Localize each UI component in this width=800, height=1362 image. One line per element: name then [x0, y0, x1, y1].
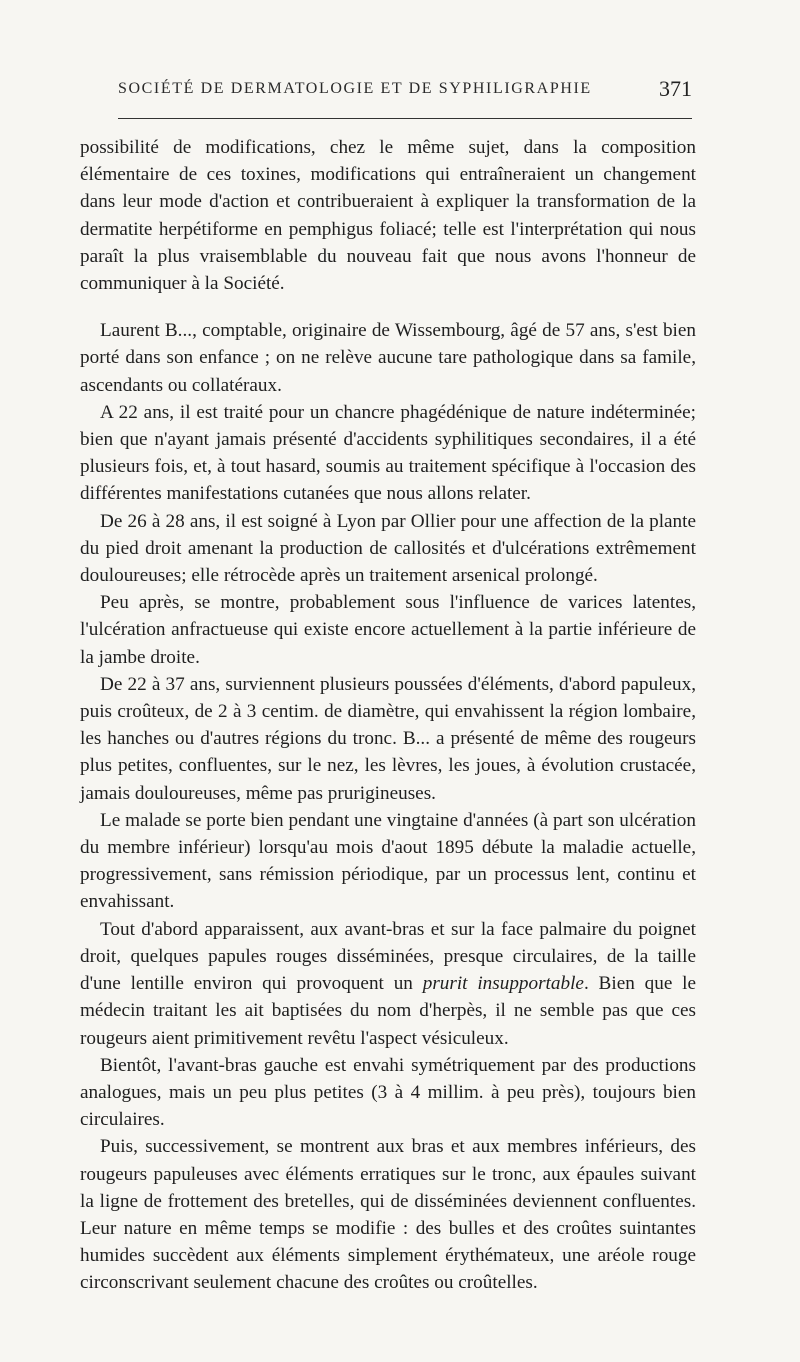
paragraph-left-forearm: Bientôt, l'avant-bras gauche est envahi symétriquement par des productions analogues, mais un peu plus petites (3 à 4 millim. à peu près), toujours bien circulaires.	[80, 1054, 696, 1131]
italic-term: prurit insupportable	[422, 973, 584, 995]
paragraph-1895-onset: Le malade se porte bien pendant une vingtaine d'années (à part son ulcération du membre inférieur) lorsqu'au mois d'aout 1895 débute la maladie actuelle, progressivement, sans rémission périodique, par un processus lent, continu et envahissant.	[80, 809, 696, 913]
body-text	[80, 134, 696, 1297]
text-run: Tout d'abord apparaissent, aux avant-bras et sur la face palmaire du poignet droit, quelques papules rouges disséminées, presque circulaires, de la taille d'une lentille environ qui provoquent un	[80, 918, 696, 995]
paragraph-first-papules	[80, 916, 696, 1052]
page-number: 371	[659, 76, 692, 101]
running-header	[118, 76, 692, 110]
header-rule	[118, 118, 692, 119]
paragraph-case-intro: Laurent B..., comptable, originaire de Wissembourg, âgé de 57 ans, s'est bien porté dans son enfance ; on ne relève aucune tare pathologique dans sa famile, ascendants ou collatéraux.	[80, 320, 696, 396]
paragraph-continuation: possibilité de modifications, chez le même sujet, dans la composition élémentaire de ces toxines, modifications qui entraîneraient un changement dans leur mode d'action et contribueraient à expliquer la transformation de la dermatite herpétiforme en pemphigus foliacé; telle est l'interprétation qui nous paraît la plus vraisemblable du nouveau fait que nous avons l'honneur de communiquer à la Société.	[80, 137, 696, 295]
paragraph-varices: Peu après, se montre, probablement sous l'influence de varices latentes, l'ulcération anfractueuse qui existe encore actuellement à la partie inférieure de la jambe droite.	[80, 592, 696, 668]
paragraph-age-22: A 22 ans, il est traité pour un chancre phagédénique de nature indéterminée; bien que n'ayant jamais présenté d'accidents syphilitiques secondaires, il a été plusieurs fois, et, à tout hasard, soumis au traitement spécifique à l'occasion des différentes manifestations cutanées que nous allons relater.	[80, 401, 696, 505]
text-run: . Bien que le médecin traitant les ait baptisées du nom d'herpès, il ne semble pas que ces rougeurs aient primitivement revêtu l'aspect vésiculeux.	[80, 973, 697, 1049]
paragraph-age-26-28: De 26 à 28 ans, il est soigné à Lyon par Ollier pour une affection de la plante du pied droit amenant la production de callosités et d'ulcérations extrêmement douloureuses; elle rétrocède après un traitement arsenical prolongé.	[80, 510, 696, 587]
paragraph-age-22-37: De 22 à 37 ans, surviennent plusieurs poussées d'éléments, d'abord papuleux, puis croûteux, de 2 à 3 centim. de diamètre, qui envahissent la région lombaire, les hanches ou d'autres régions du tronc. B... a présenté de même des rougeurs plus petites, confluentes, sur le nez, les lèvres, les joues, à évolution crustacée, jamais douloureuses, même pas prurigineuses.	[80, 673, 696, 804]
running-title: SOCIÉTÉ DE DERMATOLOGIE ET DE SYPHILIGRAPHIE	[118, 80, 592, 97]
paragraph-spread: Puis, successivement, se montrent aux bras et aux membres inférieurs, des rougeurs papuleuses avec éléments erratiques sur le tronc, aux épaules suivant la ligne de frottement des bretelles, qui de disséminées deviennent confluentes. Leur nature en même temps se modifie : des bulles et des croûtes suintantes humides succèdent aux éléments simplement érythémateux, une aréole rouge circonscrivant seulement chacune des croûtes ou croûtelles.	[80, 1136, 696, 1294]
